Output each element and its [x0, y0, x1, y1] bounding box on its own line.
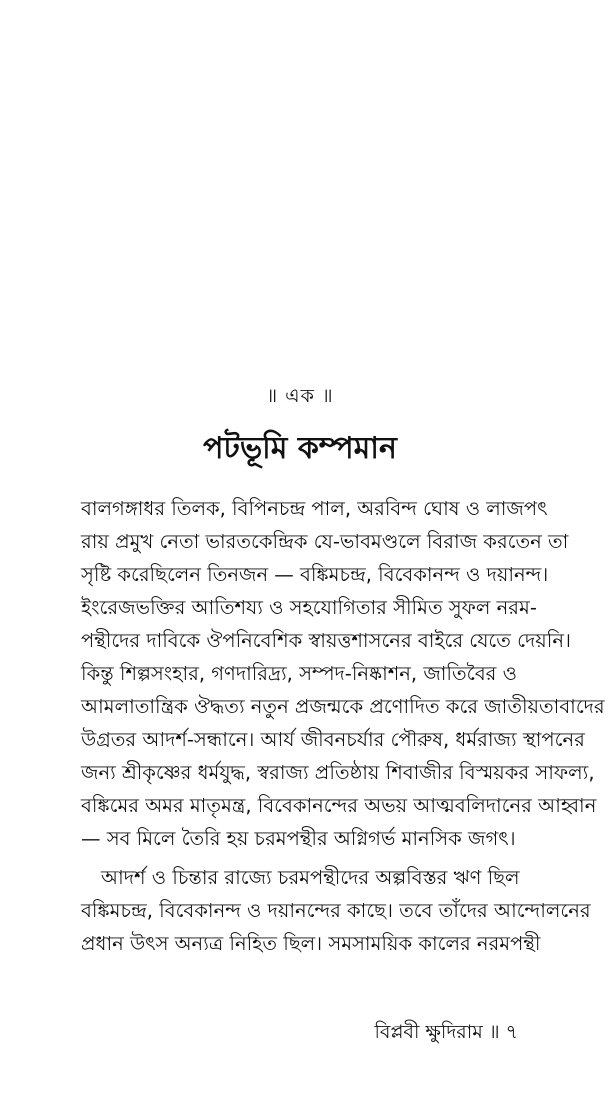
chapter-title: পটভূমি কম্পমান: [203, 431, 397, 466]
text-line: ইংরেজভক্তির আতিশয্য ও সহযোগিতার সীমিত সুফল নরম-: [81, 596, 537, 619]
text-line: আমলাতান্ত্রিক ঔদ্ধত্য নতুন প্রজন্মকে প্রণোদিত করে জাতীয়তাবাদের: [81, 695, 605, 718]
text-line: আদর্শ ও চিন্তার রাজ্যে চরমপন্থীদের অল্পবিস্তর ঋণ ছিল: [101, 866, 520, 889]
text-line: প্রধান উৎস অন্যত্র নিহিত ছিল। সমসাময়িক কালের নরমপন্থী: [81, 932, 541, 955]
running-footer: বিপ্লবী ক্ষুদিরাম ॥ ৭: [374, 1021, 518, 1043]
text-line: জন্য শ্রীকৃষ্ণের ধর্মযুদ্ধ, স্বরাজ্য প্রতিষ্ঠায় শিবাজীর বিস্ময়কর সাফল্য,: [81, 761, 595, 784]
text-line: — সব মিলে তৈরি হয় চরমপন্থীর অগ্নিগর্ভ মানসিক জগৎ।: [81, 827, 516, 850]
text-line: সৃষ্টি করেছিলেন তিনজন — বঙ্কিমচন্দ্র, বিবেকানন্দ ও দয়ানন্দ।: [81, 563, 549, 586]
chapter-number: ॥ এক ॥: [266, 385, 334, 407]
text-line: পন্থীদের দাবিকে ঔপনিবেশিক স্বায়ত্তশাসনের বাইরে যেতে দেয়নি।: [81, 629, 571, 652]
text-line: কিন্তু শিল্পসংহার, গণদারিদ্র্য, সম্পদ-নিষ্কাশন, জাতিবৈর ও: [81, 662, 517, 685]
text-line: বঙ্কিমচন্দ্র, বিবেকানন্দ ও দয়ানন্দের কাছে। তবে তাঁদের আন্দোলনের: [81, 899, 591, 922]
paragraph-2: [81, 861, 591, 960]
body-text: [81, 492, 605, 960]
paragraph-1: [81, 492, 605, 855]
text-line: উগ্রতর আদর্শ-সন্ধানে। আর্য জীবনচর্যার পৌরুষ, ধর্মরাজ্য স্থাপনের: [81, 728, 585, 751]
text-line: বালগঙ্গাধর তিলক, বিপিনচন্দ্র পাল, অরবিন্দ ঘোষ ও লাজপৎ: [81, 497, 548, 520]
text-line: বঙ্কিমের অমর মাতৃমন্ত্র, বিবেকানন্দের অভয় আত্মবলিদানের আহ্বান: [81, 794, 597, 817]
text-line: রায় প্রমুখ নেতা ভারতকেন্দ্রিক যে-ভাবমণ্ডলে বিরাজ করতেন তা: [81, 530, 569, 553]
